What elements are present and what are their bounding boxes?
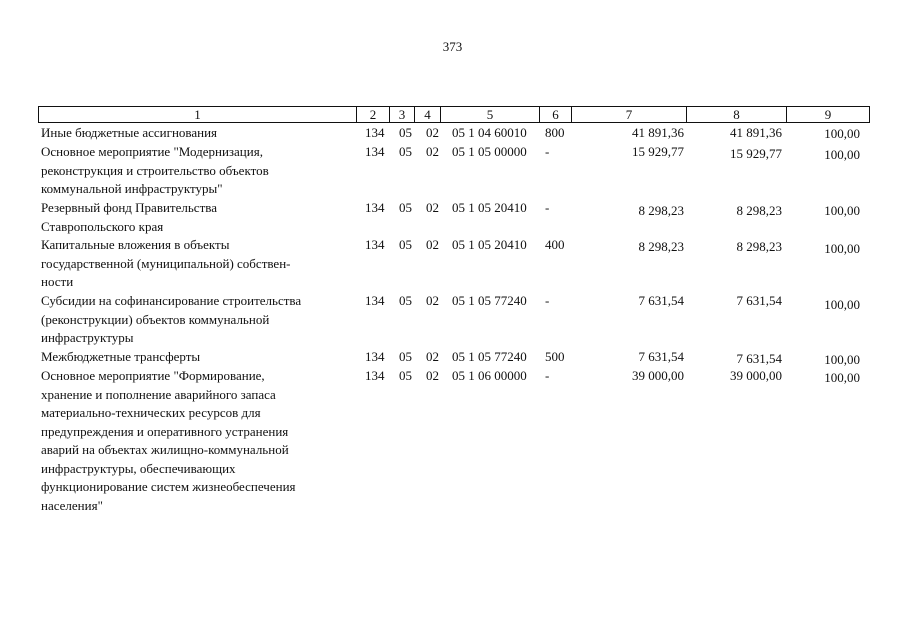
- cell-col-9: 100,00: [824, 147, 860, 162]
- cell-col-6: -: [545, 200, 550, 215]
- row-name: [41, 348, 353, 367]
- row-name: [41, 367, 353, 515]
- cell-col-2: 134: [365, 125, 385, 140]
- cell-col-7: 41 891,36: [632, 125, 684, 140]
- row-name-line: инфраструктуры, обеспечивающих: [41, 460, 236, 476]
- cell-col-3: 05: [399, 237, 412, 252]
- row-name-line: населения": [41, 497, 103, 513]
- cell-col-9: 100,00: [824, 203, 860, 218]
- cell-col-9: 100,00: [824, 241, 860, 256]
- cell-col-2: 134: [365, 144, 385, 159]
- cell-col-4: 02: [426, 368, 439, 383]
- row-name-line: коммунальной инфраструктуры": [41, 181, 223, 196]
- cell-col-8: 39 000,00: [730, 368, 782, 383]
- cell-col-5: 05 1 05 00000: [452, 144, 527, 159]
- cell-col-7: 15 929,77: [632, 144, 684, 159]
- cell-col-7: 7 631,54: [638, 293, 684, 308]
- cell-col-8: 41 891,36: [730, 125, 782, 140]
- row-name-line: Капитальные вложения в объекты: [41, 237, 230, 252]
- cell-col-8: 7 631,54: [736, 351, 782, 366]
- row-name-line: хранение и пополнение аварийного запаса: [41, 386, 276, 402]
- cell-col-4: 02: [426, 125, 439, 140]
- header-col-8: 8: [687, 107, 787, 122]
- cell-col-6: -: [545, 293, 550, 308]
- cell-col-3: 05: [399, 349, 412, 364]
- row-name: [41, 236, 353, 292]
- cell-col-9: 100,00: [824, 370, 860, 385]
- row-name-line: государственной (муниципальной) собствен-: [41, 255, 291, 271]
- header-col-1: 1: [39, 107, 357, 122]
- row-name-line: функционирование систем жизнеобеспечения: [41, 479, 296, 494]
- cell-col-6: -: [545, 144, 550, 159]
- cell-col-6: 800: [545, 125, 565, 140]
- cell-col-7: 8 298,23: [638, 239, 684, 254]
- cell-col-4: 02: [426, 293, 439, 308]
- cell-col-3: 05: [399, 200, 412, 215]
- header-col-4: 4: [415, 107, 441, 122]
- cell-col-8: 8 298,23: [736, 203, 782, 218]
- row-name: [41, 199, 353, 236]
- page-number: 373: [442, 39, 463, 54]
- header-col-3: 3: [390, 107, 415, 122]
- header-col-2: 2: [357, 107, 390, 122]
- cell-col-3: 05: [399, 144, 412, 159]
- header-col-6: 6: [540, 107, 572, 122]
- cell-col-4: 02: [426, 200, 439, 215]
- row-name: [41, 143, 353, 199]
- header-col-9: 9: [824, 107, 832, 122]
- cell-col-9: 100,00: [824, 297, 860, 312]
- row-name-line: Иные бюджетные ассигнования: [41, 125, 218, 140]
- row-name-line: Межбюджетные трансферты: [41, 349, 201, 364]
- row-name-line: Резервный фонд Правительства: [41, 200, 217, 215]
- cell-col-3: 05: [399, 368, 412, 383]
- cell-col-8: 7 631,54: [736, 293, 782, 308]
- row-name: [41, 292, 353, 348]
- cell-col-2: 134: [365, 293, 385, 308]
- cell-col-9: 100,00: [824, 352, 860, 367]
- row-name-line: (реконструкции) объектов коммунальной: [41, 311, 270, 327]
- cell-col-3: 05: [399, 293, 412, 308]
- header-col-7: 7: [572, 107, 687, 122]
- row-name-line: аварий на объектах жилищно-коммунальной: [41, 442, 289, 457]
- cell-col-6: 400: [545, 237, 565, 252]
- cell-col-5: 05 1 05 77240: [452, 293, 527, 308]
- cell-col-5: 05 1 05 77240: [452, 349, 527, 364]
- row-name-line: Ставропольского края: [41, 218, 164, 234]
- cell-col-3: 05: [399, 125, 412, 140]
- row-name-line: реконструкция и строительство объектов: [41, 162, 269, 178]
- cell-col-6: -: [545, 368, 550, 383]
- row-name-line: Основное мероприятие "Формирование,: [41, 368, 265, 383]
- cell-col-7: 8 298,23: [638, 203, 684, 218]
- row-name-line: предупреждения и оперативного устранения: [41, 423, 289, 439]
- cell-col-5: 05 1 05 20410: [452, 237, 527, 252]
- row-name-line: инфраструктуры: [41, 330, 134, 345]
- cell-col-4: 02: [426, 237, 439, 252]
- table-header: [38, 106, 870, 123]
- cell-col-2: 134: [365, 368, 385, 383]
- header-col-5: 5: [441, 107, 540, 122]
- cell-col-7: 7 631,54: [638, 349, 684, 364]
- row-name-line: Основное мероприятие "Модернизация,: [41, 144, 263, 159]
- row-name-line: ности: [41, 274, 74, 289]
- cell-col-8: 8 298,23: [736, 239, 782, 254]
- cell-col-5: 05 1 05 20410: [452, 200, 527, 215]
- cell-col-7: 39 000,00: [632, 368, 684, 383]
- cell-col-2: 134: [365, 200, 385, 215]
- cell-col-9: 100,00: [824, 126, 860, 141]
- row-name: [41, 124, 353, 143]
- cell-col-6: 500: [545, 349, 565, 364]
- cell-col-8: 15 929,77: [730, 146, 782, 161]
- cell-col-2: 134: [365, 237, 385, 252]
- cell-col-5: 05 1 06 00000: [452, 368, 527, 383]
- cell-col-5: 05 1 04 60010: [452, 125, 527, 140]
- row-name-line: Субсидии на софинансирование строительства: [41, 293, 302, 308]
- cell-col-4: 02: [426, 144, 439, 159]
- row-name-line: материально-технических ресурсов для: [41, 405, 261, 420]
- cell-col-2: 134: [365, 349, 385, 364]
- cell-col-4: 02: [426, 349, 439, 364]
